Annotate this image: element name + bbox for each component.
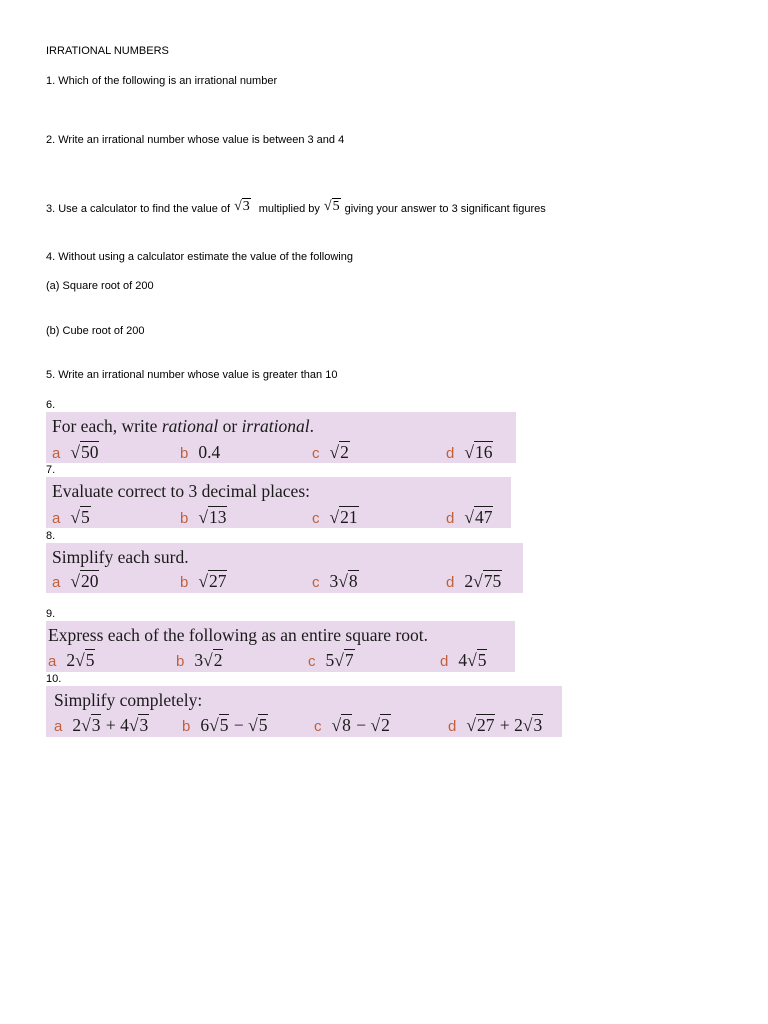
sqrt-3: √3 (234, 199, 250, 214)
question-8-prompt: Simplify each surd. (52, 547, 189, 567)
question-10-box (46, 686, 562, 737)
question-3-post: giving your answer to 3 significant figures (344, 203, 546, 215)
question-9-option-c: c 5√7 (308, 650, 354, 670)
question-8-box (46, 543, 523, 593)
question-8-option-d: d 2√75 (446, 571, 502, 591)
question-7-prompt: Evaluate correct to 3 decimal places: (52, 481, 310, 501)
question-4a: (a) Square root of 200 (46, 280, 154, 292)
question-9-option-b: b 3√2 (176, 650, 223, 670)
question-7-option-a: a √5 (52, 507, 90, 527)
question-10-option-d: d √27 + 2√3 (448, 715, 543, 735)
question-7-box (46, 477, 511, 528)
question-6-box (46, 412, 516, 463)
question-4: 4. Without using a calculator estimate the value of the following (46, 251, 353, 263)
question-6-option-a: a √50 (52, 442, 99, 462)
question-7-option-b: b √13 (180, 507, 227, 527)
question-7-option-c: c √21 (312, 507, 358, 527)
question-6-number: 6. (46, 399, 56, 411)
question-9-prompt: Express each of the following as an entire square root. (48, 625, 429, 645)
question-6-option-b: b 0.4 (180, 442, 221, 462)
sqrt-5: √5 (323, 199, 340, 214)
question-4b: (b) Cube root of 200 (46, 325, 145, 337)
question-8-option-a: a √20 (52, 571, 99, 591)
question-2: 2. Write an irrational number whose value is between 3 and 4 (46, 134, 345, 146)
question-1: 1. Which of the following is an irrational number (46, 75, 278, 87)
question-8-option-b: b √27 (180, 571, 227, 591)
question-9-option-a: a 2√5 (48, 650, 95, 670)
question-3-mid: multiplied by (258, 203, 320, 215)
question-10-number: 10. (46, 673, 62, 685)
question-8-number: 8. (46, 530, 56, 542)
question-10-option-a: a 2√3 + 4√3 (54, 715, 149, 735)
question-7-number: 7. (46, 464, 56, 476)
question-10-option-c: c √8 − √2 (314, 715, 390, 735)
question-6-prompt: For each, write rational or irrational. (52, 416, 315, 436)
question-3-text: 3. Use a calculator to find the value of (46, 203, 231, 215)
question-6-option-d: d √16 (446, 442, 493, 462)
question-10-prompt: Simplify completely: (54, 690, 203, 710)
question-9-option-d: d 4√5 (440, 650, 487, 670)
question-3 (46, 199, 546, 215)
question-9-box (46, 621, 515, 672)
question-5: 5. Write an irrational number whose value is greater than 10 (46, 369, 338, 381)
question-10-option-b: b 6√5 − √5 (182, 715, 268, 735)
question-8-option-c: c 3√8 (312, 571, 358, 591)
question-9-number: 9. (46, 608, 56, 620)
page-title: IRRATIONAL NUMBERS (46, 45, 169, 57)
question-7-option-d: d √47 (446, 507, 493, 527)
question-6-option-c: c √2 (312, 442, 349, 462)
